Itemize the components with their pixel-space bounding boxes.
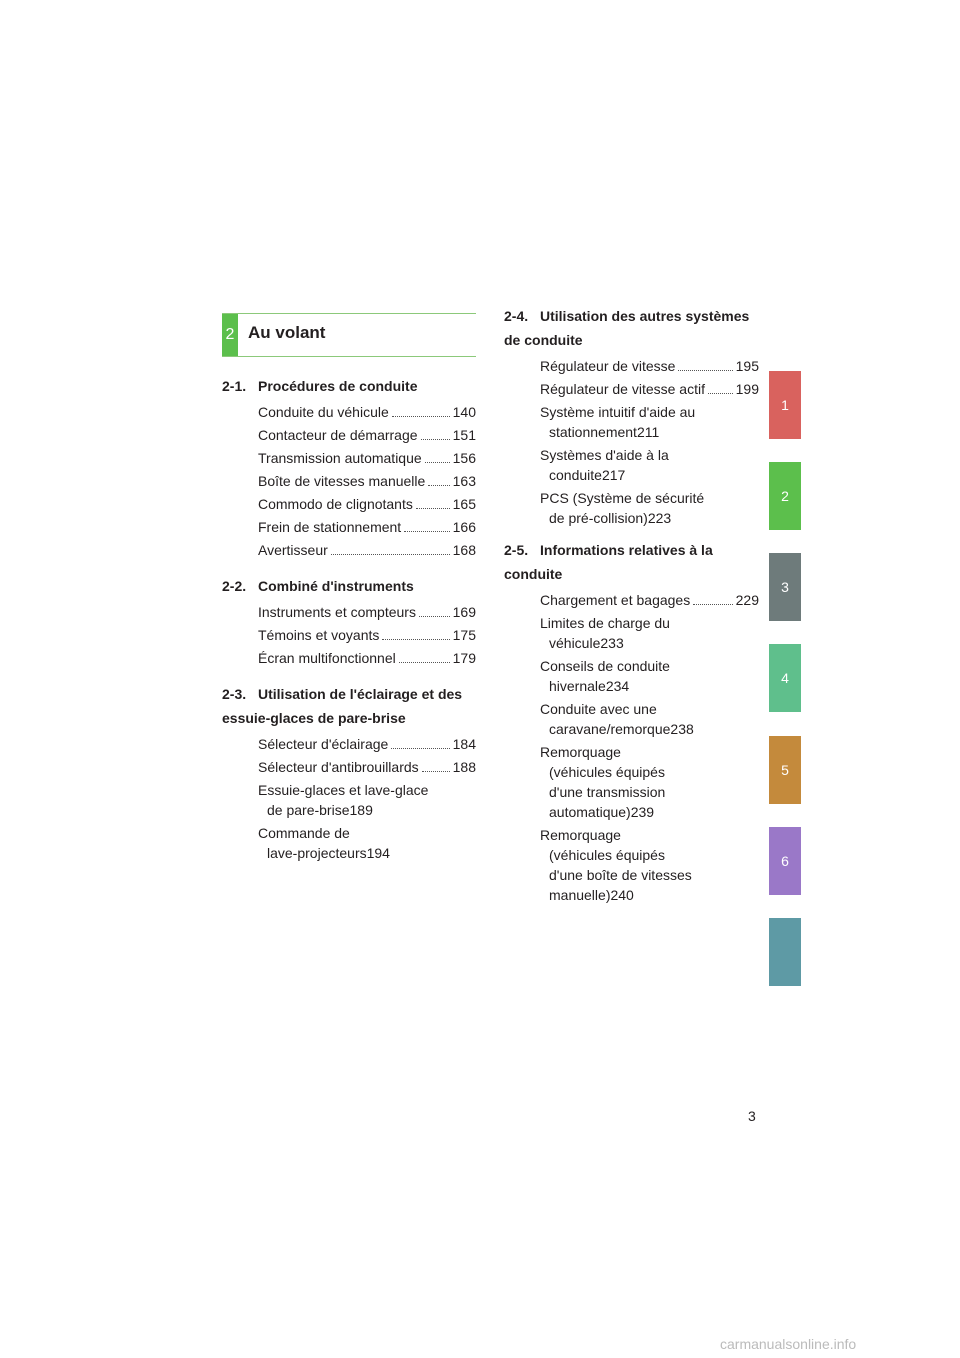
toc-entry[interactable]: PCS (Système de sécurité de pré-collision) 223 xyxy=(540,490,705,526)
toc-entry[interactable]: Remorquage (véhicules équipés d'une transmission automatique) 239 xyxy=(540,744,666,820)
toc-entry[interactable]: Conduite avec une caravane/remorque 238 xyxy=(540,701,694,737)
chapter-header xyxy=(222,313,476,357)
toc-entry[interactable]: Limites de charge du véhicule 233 xyxy=(540,615,670,651)
section-2-5 xyxy=(504,538,759,905)
toc-entry[interactable]: Contacteur de démarrage 151 xyxy=(258,427,476,443)
toc-entry[interactable]: Conseils de conduite hivernale 234 xyxy=(540,658,670,694)
chapter-tab-3[interactable]: 3 xyxy=(769,553,801,621)
chapter-tab-index[interactable] xyxy=(769,918,801,986)
toc-entry[interactable]: Systèmes d'aide à la conduite 217 xyxy=(540,447,669,483)
section-2-1 xyxy=(222,374,476,560)
toc-entry[interactable]: Transmission automatique 156 xyxy=(258,450,476,466)
toc-entry[interactable]: Remorquage (véhicules équipés d'une boîte de vitesses manuelle) 240 xyxy=(540,827,692,903)
left-column xyxy=(222,374,476,866)
right-column xyxy=(504,304,759,908)
section-heading: 2-1. Procédures de conduite xyxy=(222,378,418,394)
toc-entry[interactable]: Conduite du véhicule 140 xyxy=(258,404,476,420)
chapter-title: Au volant xyxy=(248,323,326,342)
section-heading-line2: conduite xyxy=(504,566,563,582)
section-2-2 xyxy=(222,574,476,668)
chapter-tab-6[interactable]: 6 xyxy=(769,827,801,895)
section-heading-line2: essuie-glaces de pare-brise xyxy=(222,710,406,726)
toc-entry[interactable]: Écran multifonctionnel 179 xyxy=(258,650,476,666)
section-2-4 xyxy=(504,304,759,528)
section-heading: 2-4. Utilisation des autres systèmes xyxy=(504,308,750,324)
toc-entry[interactable]: Avertisseur 168 xyxy=(258,542,476,558)
chapter-tab-1[interactable]: 1 xyxy=(769,371,801,439)
toc-entry[interactable]: Essuie-glaces et lave-glace de pare-brise 189 xyxy=(258,782,429,818)
page-number: 3 xyxy=(748,1108,756,1124)
toc-entry[interactable]: Boîte de vitesses manuelle 163 xyxy=(258,473,476,489)
chapter-tab-5[interactable]: 5 xyxy=(769,736,801,804)
section-2-3 xyxy=(222,682,476,863)
toc-entry[interactable]: Régulateur de vitesse actif 199 xyxy=(540,381,759,397)
toc-entry[interactable]: Régulateur de vitesse 195 xyxy=(540,358,759,374)
section-heading: 2-5. Informations relatives à la xyxy=(504,542,713,558)
section-heading: 2-3. Utilisation de l'éclairage et des xyxy=(222,686,463,702)
chapter-tab-2[interactable]: 2 xyxy=(769,462,801,530)
toc-entry[interactable]: Commande de lave-projecteurs 194 xyxy=(258,825,390,861)
toc-entry[interactable]: Commodo de clignotants 165 xyxy=(258,496,476,512)
chapter-tab-4[interactable]: 4 xyxy=(769,644,801,712)
toc-entry[interactable]: Sélecteur d'éclairage 184 xyxy=(258,736,476,752)
section-heading: 2-2. Combiné d'instruments xyxy=(222,578,414,594)
section-heading-line2: de conduite xyxy=(504,332,583,348)
toc-entry[interactable]: Frein de stationnement 166 xyxy=(258,519,476,535)
toc-entry[interactable]: Sélecteur d'antibrouillards 188 xyxy=(258,759,476,775)
toc-entry[interactable]: Témoins et voyants 175 xyxy=(258,627,476,643)
chapter-number: 2 xyxy=(222,314,238,356)
watermark: carmanualsonline.info xyxy=(720,1336,857,1352)
toc-entry[interactable]: Chargement et bagages 229 xyxy=(540,592,759,608)
toc-entry[interactable]: Système intuitif d'aide au stationnement 211 xyxy=(540,404,696,440)
toc-entry[interactable]: Instruments et compteurs 169 xyxy=(258,604,476,620)
